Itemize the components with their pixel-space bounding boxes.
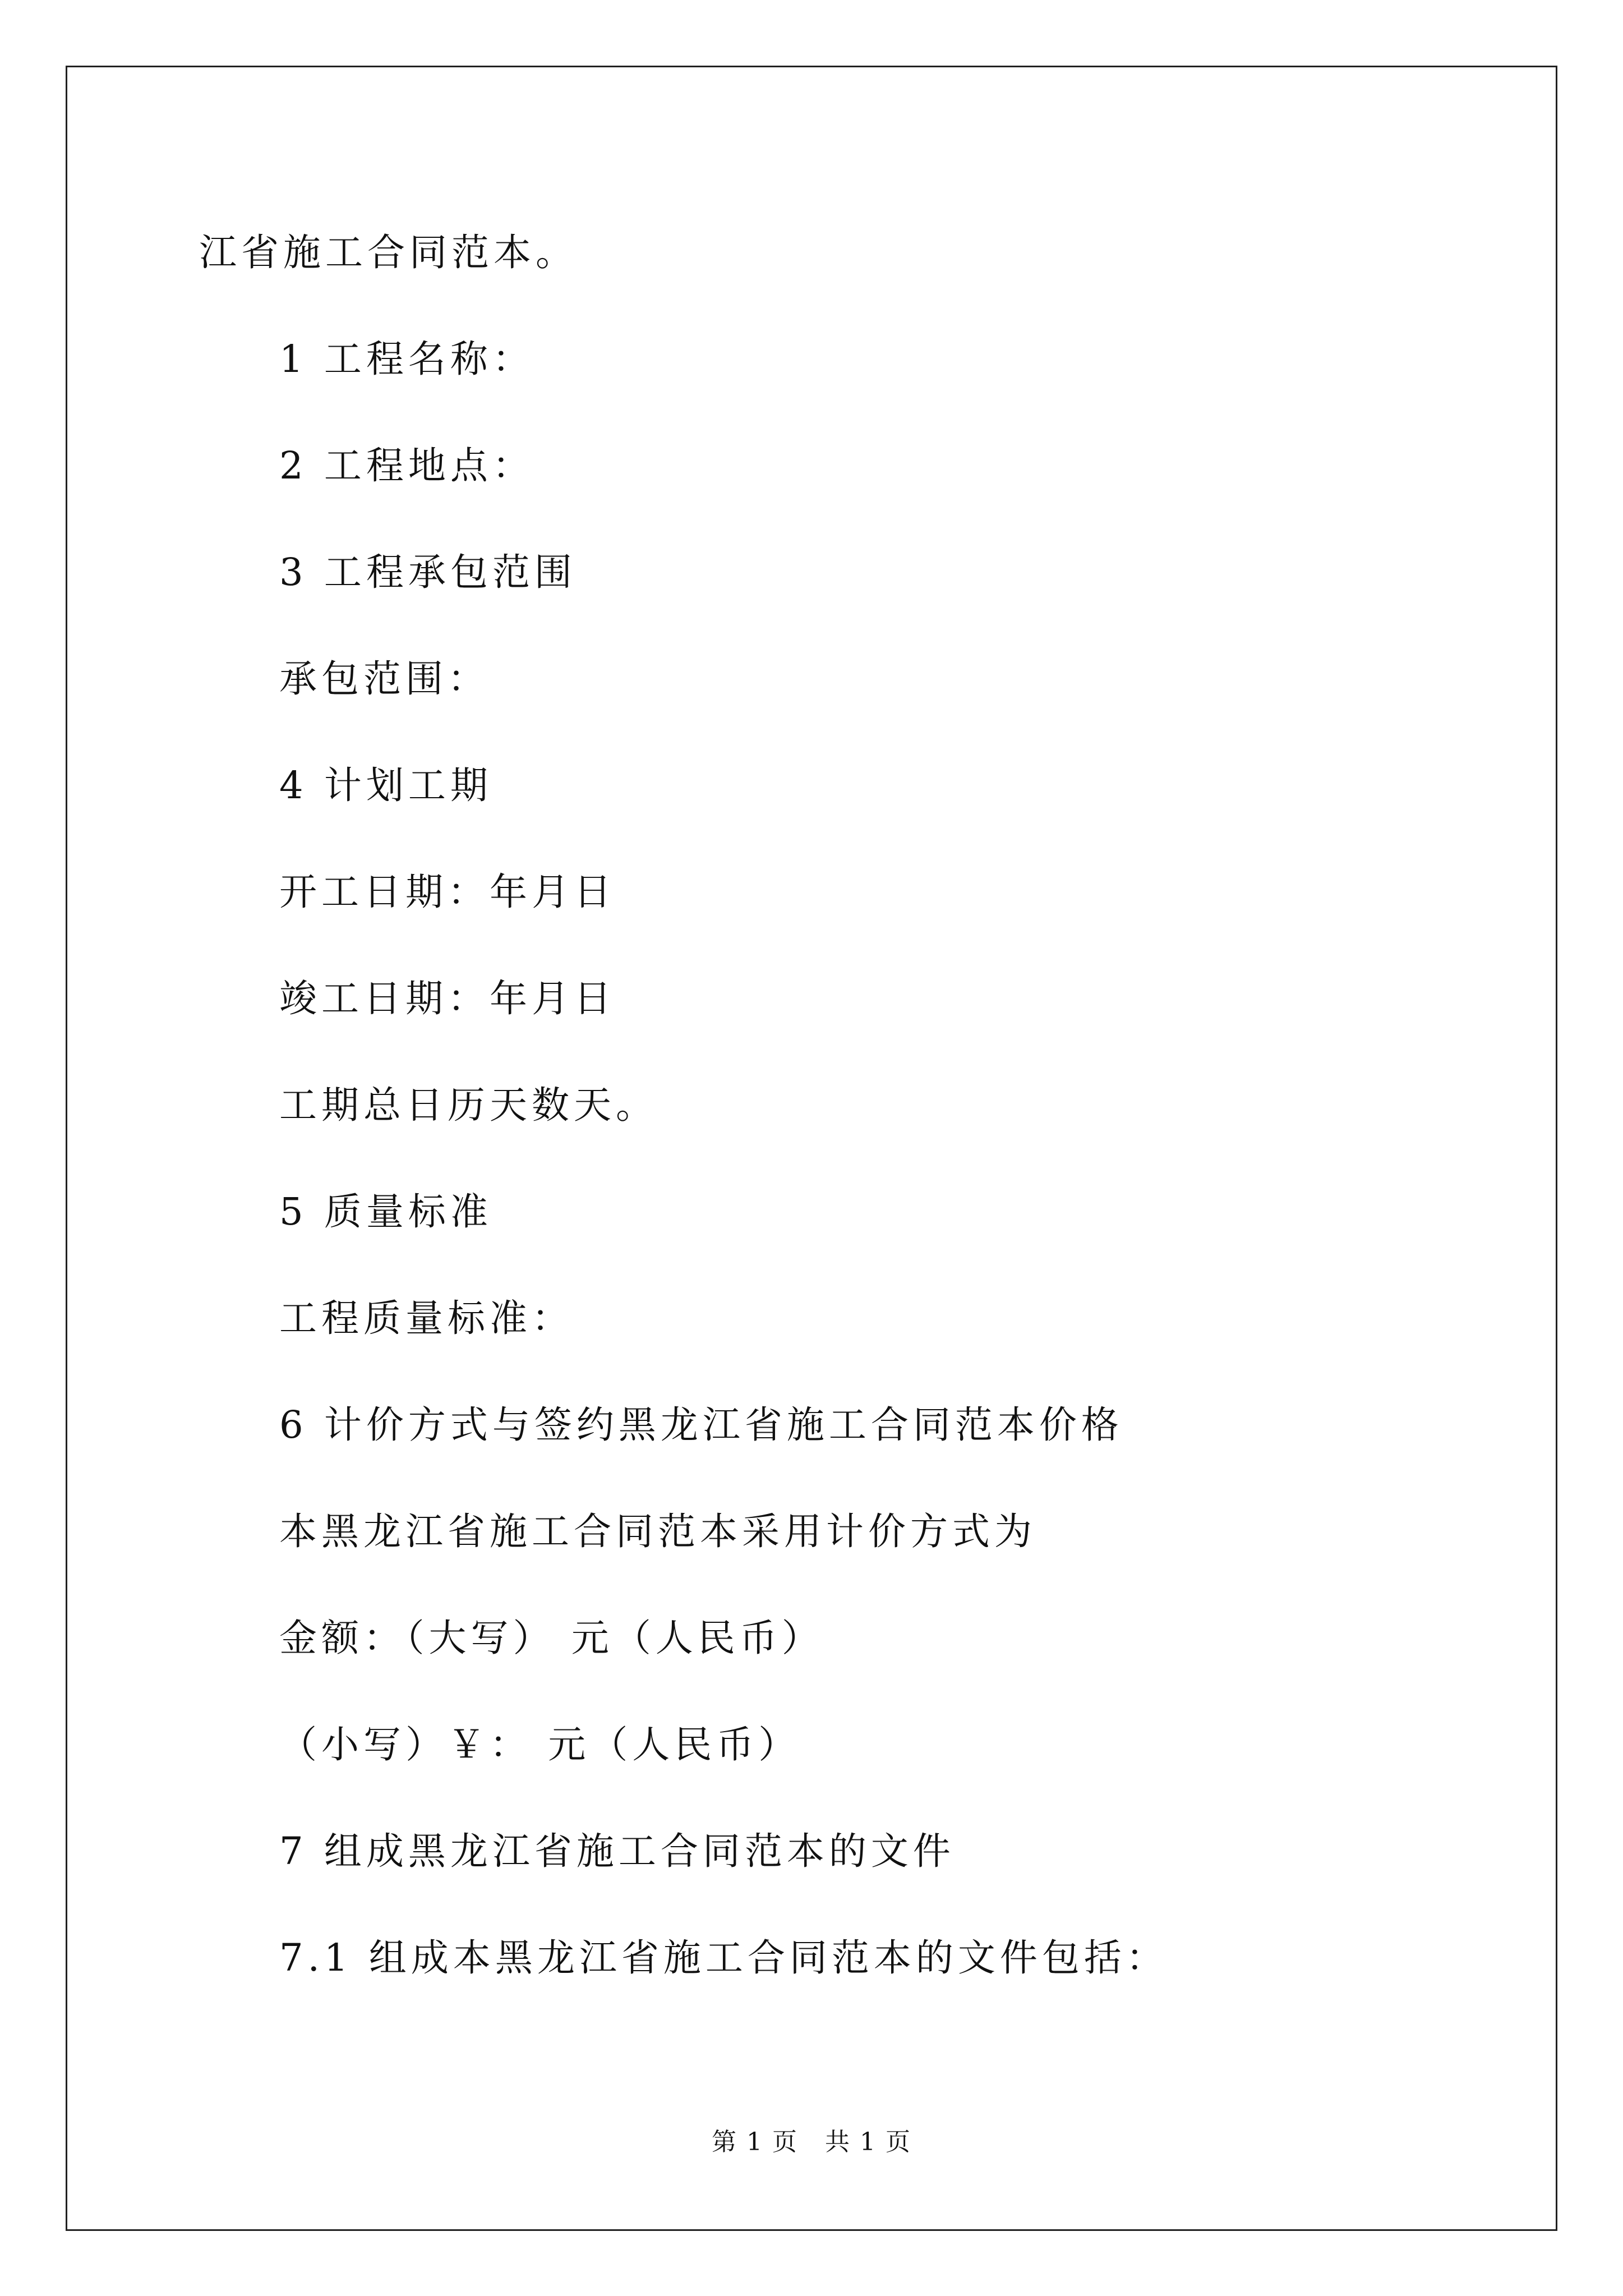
text-line-16: 7 组成黑龙江省施工合同范本的文件 (279, 1829, 955, 1873)
text-line-1: 江省施工合同范本。 (199, 231, 578, 274)
text-line-17: 7.1 组成本黑龙江省施工合同范本的文件包括： (279, 1936, 1168, 1980)
page-number-footer: 第 1 页 共 1 页 (712, 2128, 911, 2156)
text-line-11: 工程质量标准： (279, 1296, 574, 1340)
text-line-5: 承包范围： (279, 657, 490, 701)
text-line-4: 3 工程承包范围 (279, 550, 577, 594)
text-line-8: 竣工日期：年月日 (279, 977, 616, 1020)
text-line-10: 5 质量标准 (279, 1190, 492, 1234)
text-line-14: 金额：（大写） 元（人民币） (279, 1616, 824, 1660)
text-line-15: （小写）￥： 元（人民币） (279, 1723, 801, 1766)
page-border (66, 66, 1557, 2231)
text-line-9: 工期总日历天数天。 (279, 1083, 658, 1127)
text-line-12: 6 计价方式与签约黑龙江省施工合同范本价格 (279, 1403, 1123, 1447)
text-line-3: 2 工程地点： (279, 444, 534, 487)
text-line-7: 开工日期：年月日 (279, 870, 616, 914)
text-line-2: 1 工程名称： (279, 337, 534, 381)
text-line-13: 本黑龙江省施工合同范本采用计价方式为 (279, 1510, 1036, 1553)
text-line-6: 4 计划工期 (279, 763, 492, 807)
